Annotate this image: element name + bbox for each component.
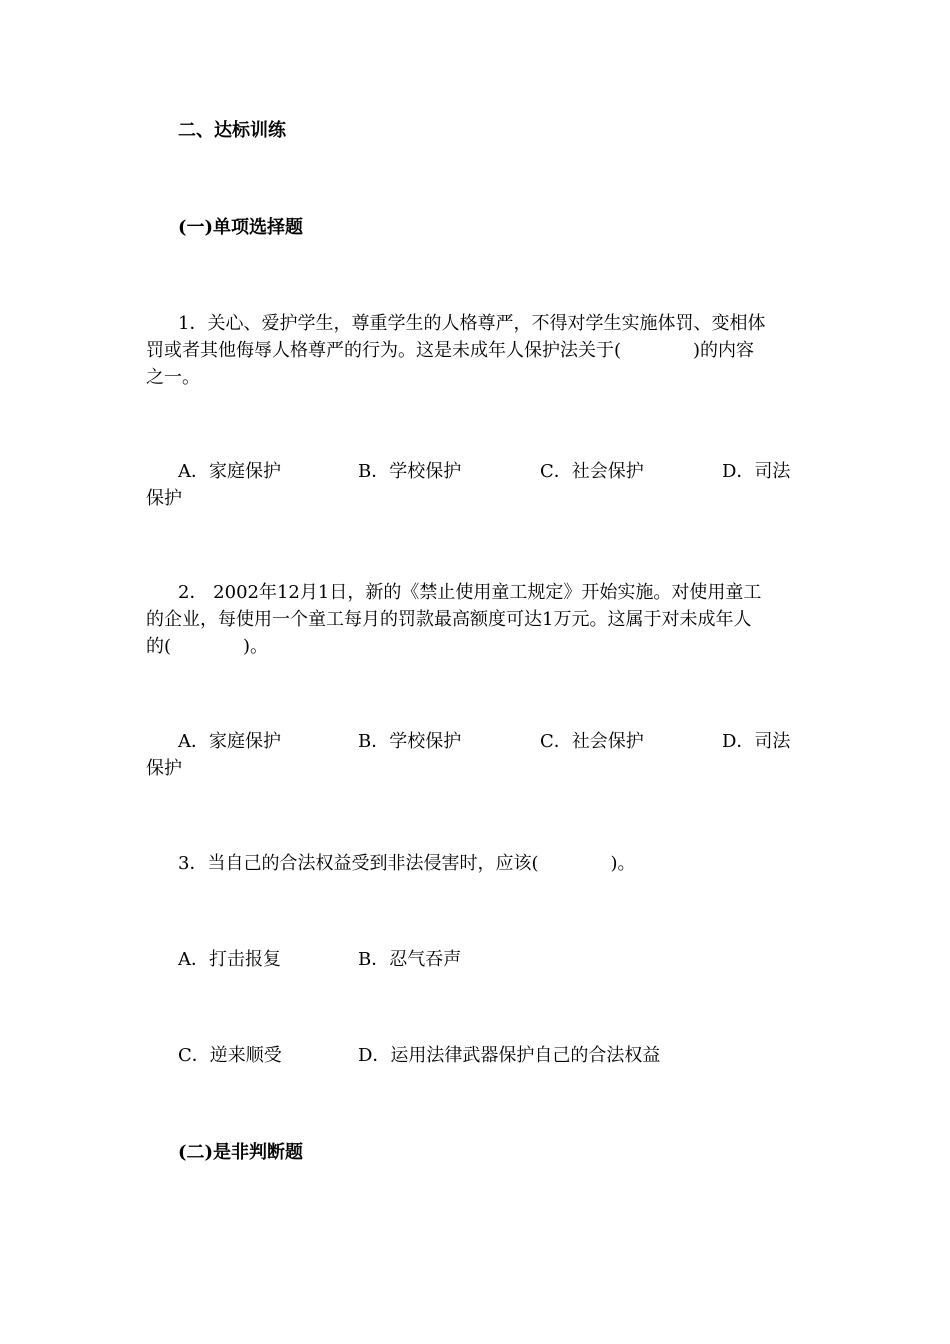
- q1-option-d-continued: 保护: [146, 488, 182, 509]
- q2-option-c: C．社会保护: [540, 731, 644, 752]
- q3-option-a: A．打击报复: [178, 949, 281, 970]
- q1-option-c: C．社会保护: [540, 461, 644, 482]
- q2-line-1: 2． 2002年12月1日，新的《禁止使用童工规定》开始实施。对使用童工: [178, 582, 762, 603]
- q1-line-1: 1．关心、爱护学生，尊重学生的人格尊严，不得对学生实施体罚、变相体: [178, 313, 766, 334]
- q1-option-b: B．学校保护: [358, 461, 462, 482]
- q2-line-2: 的企业，每使用一个童工每月的罚款最高额度可达1万元。这属于对未成年人: [146, 609, 752, 630]
- part2-title: (二)是非判断题: [178, 1142, 304, 1163]
- q2-line-3: 的( )。: [146, 636, 269, 657]
- q2-option-d-continued: 保护: [146, 758, 182, 779]
- q2-option-a: A．家庭保护: [178, 731, 281, 752]
- q1-line-2: 罚或者其他侮辱人格尊严的行为。这是未成年人保护法关于( )的内容: [146, 340, 755, 361]
- q3-option-b: B．忍气吞声: [358, 949, 462, 970]
- section-title: 二、达标训练: [178, 120, 286, 141]
- q3-option-c: C．逆来顺受: [178, 1045, 282, 1066]
- q2-option-d: D．司法: [722, 731, 791, 752]
- q1-option-a: A．家庭保护: [178, 461, 281, 482]
- q1-option-d: D．司法: [722, 461, 791, 482]
- q2-option-b: B．学校保护: [358, 731, 462, 752]
- q3-option-d: D．运用法律武器保护自己的合法权益: [358, 1045, 661, 1066]
- q1-line-3: 之一。: [146, 367, 200, 388]
- q3-line-1: 3．当自己的合法权益受到非法侵害时，应该( )。: [178, 853, 636, 874]
- part1-title: (一)单项选择题: [178, 217, 304, 238]
